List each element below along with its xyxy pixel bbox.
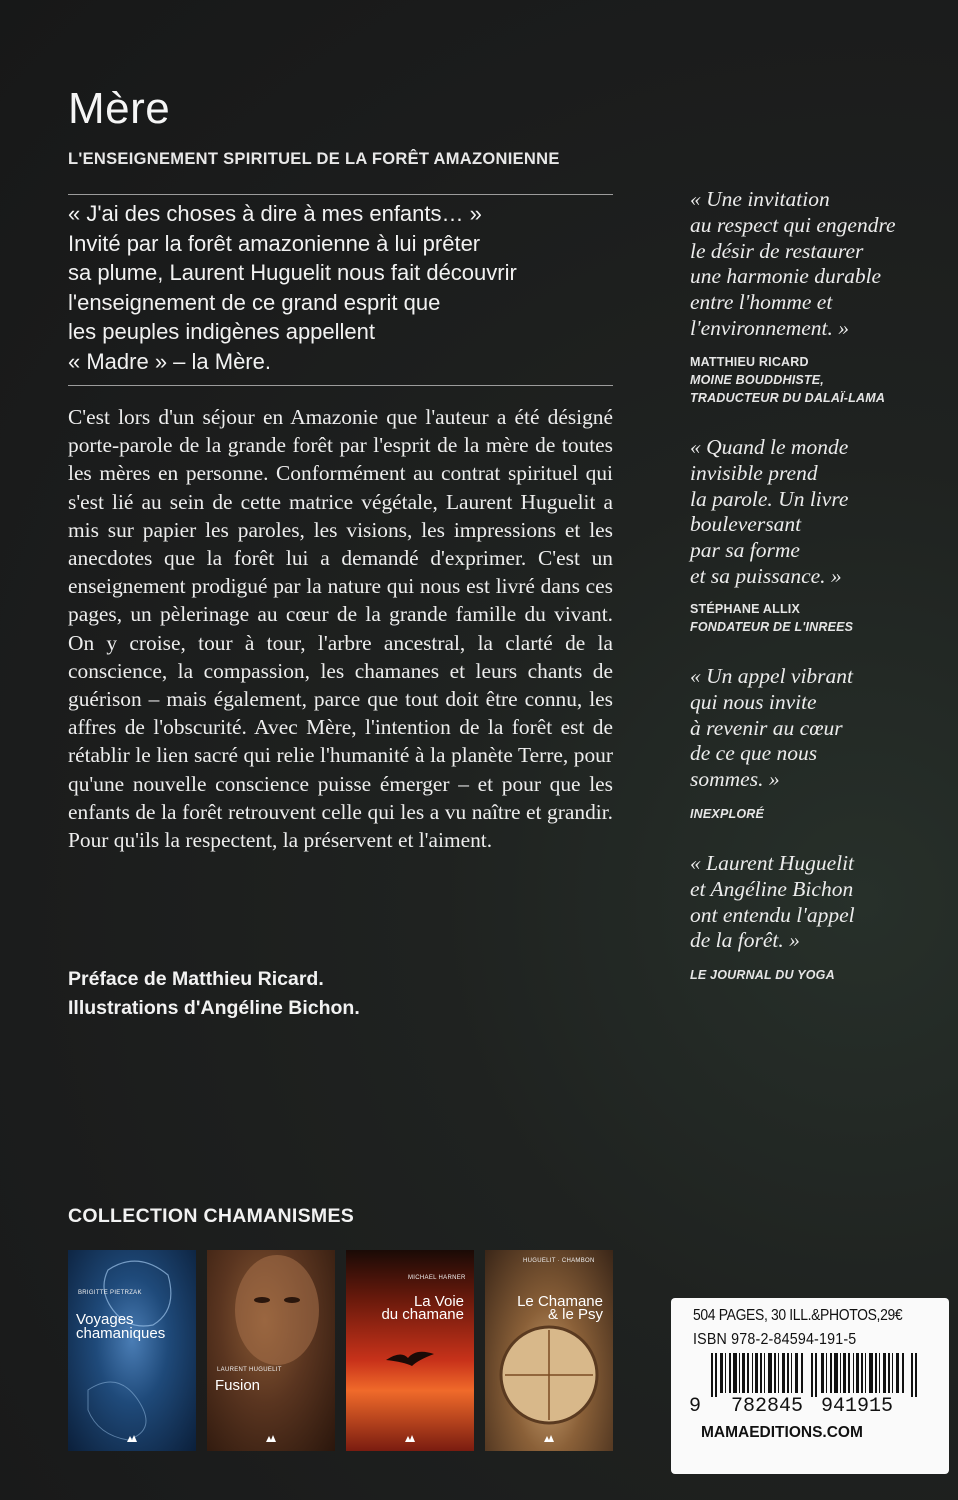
review-quote — [690, 851, 935, 954]
book-author: MICHAEL HARNER — [408, 1275, 466, 1281]
quote-line: et sa puissance. » — [690, 563, 842, 588]
quote-line: de la forêt. » — [690, 928, 800, 953]
lead-line: les peuples indigènes appellent — [68, 319, 376, 345]
book-title-line: Le Chamane — [517, 1293, 603, 1310]
book-title-line: du chamane — [381, 1306, 464, 1323]
isbn: ISBN 978-2-84594-191-5 — [693, 1331, 857, 1348]
source-name: MATTHIEU RICARD — [690, 355, 809, 369]
lead-line: sa plume, Laurent Huguelit nous fait découvrir — [68, 260, 517, 286]
quote-line: par sa forme — [690, 538, 800, 563]
divider-top — [68, 194, 613, 195]
review-quote — [690, 435, 935, 590]
publisher-logo-icon — [543, 1434, 555, 1443]
drum-illustration — [485, 1250, 613, 1451]
barcode-digit: 9 — [689, 1395, 702, 1418]
quote-line: au respect qui engendre — [690, 212, 896, 237]
lead-line: Invité par la forêt amazonienne à lui prêter — [68, 230, 481, 256]
publisher-logo-icon — [404, 1434, 416, 1443]
lead-line: l'enseignement de ce grand esprit que — [68, 289, 441, 315]
price-barcode-label — [671, 1298, 949, 1474]
book-title-line: Voyages — [76, 1311, 134, 1328]
lead-line: « J'ai des choses à dire à mes enfants… » — [68, 201, 482, 226]
quote-line: « Laurent Huguelit — [690, 851, 855, 875]
quote-line: la parole. Un livre — [690, 486, 849, 511]
review-quote — [690, 187, 935, 342]
quote-line: une harmonie durable — [690, 264, 882, 289]
source-role: TRADUCTEUR DU DALAÏ-LAMA — [690, 391, 886, 405]
book-author: LAURENT HUGUELIT — [217, 1367, 282, 1373]
barcode-digits: 941915 — [821, 1395, 894, 1418]
collection-book-cover — [207, 1250, 335, 1451]
illustrations-credit: Illustrations d'Angéline Bichon. — [68, 997, 360, 1019]
source-name: STÉPHANE ALLIX — [690, 602, 800, 616]
quote-line: « Quand le monde — [690, 435, 849, 459]
book-title-line: La Voie — [413, 1293, 464, 1310]
book-author: HUGUELIT · CHAMBON — [523, 1258, 595, 1264]
credits — [68, 965, 613, 1023]
pages-price: 504 PAGES, 30 ILL.&PHOTOS,29€ — [693, 1307, 903, 1324]
book-subtitle: L'ENSEIGNEMENT SPIRITUEL DE LA FORÊT AMAZONIENNE — [68, 150, 560, 168]
publisher-logo-icon — [126, 1434, 138, 1443]
source-role: INEXPLORÉ — [690, 807, 765, 821]
quote-line: invisible prend — [690, 460, 818, 485]
quote-line: et Angéline Bichon — [690, 876, 854, 901]
collection-book-cover — [68, 1250, 196, 1451]
quote-line: « Une invitation — [690, 187, 830, 211]
publisher-website: MAMAEDITIONS.COM — [701, 1424, 863, 1441]
review-quote — [690, 664, 935, 793]
book-title: Mère — [68, 84, 171, 133]
book-title-line: & le Psy — [547, 1306, 603, 1323]
quote-line: qui nous invite — [690, 689, 817, 714]
book-title-line: chamaniques — [76, 1325, 166, 1342]
quote-line: « Un appel vibrant — [690, 664, 854, 688]
barcode — [711, 1353, 919, 1397]
publisher-logo-icon — [265, 1434, 277, 1443]
quote-line: de ce que nous — [690, 741, 818, 766]
source-role: LE JOURNAL DU YOGA — [690, 968, 835, 982]
book-title-line: Fusion — [215, 1377, 261, 1394]
lead-paragraph — [68, 199, 613, 377]
collection-book-cover — [346, 1250, 474, 1451]
collection-title: COLLECTION CHAMANISMES — [68, 1205, 355, 1227]
quote-line: sommes. » — [690, 767, 780, 792]
source-role: FONDATEUR DE L'INREES — [690, 620, 854, 634]
bear-illustration — [68, 1250, 196, 1451]
book-author: BRIGITTE PIETRZAK — [78, 1290, 142, 1296]
barcode-digits: 782845 — [731, 1395, 804, 1418]
collection-book-cover — [485, 1250, 613, 1451]
face-illustration — [207, 1250, 335, 1451]
quote-line: le désir de restaurer — [690, 238, 864, 263]
quote-source — [690, 600, 940, 636]
lead-line: « Madre » – la Mère. — [68, 348, 271, 374]
quote-source — [690, 353, 940, 407]
preface-credit: Préface de Matthieu Ricard. — [68, 968, 324, 990]
divider-bottom — [68, 385, 613, 386]
quote-line: entre l'homme et — [690, 290, 833, 315]
quote-line: ont entendu l'appel — [690, 902, 855, 927]
source-role: MOINE BOUDDHISTE, — [690, 373, 824, 387]
quote-line: bouleversant — [690, 512, 802, 537]
quote-line: l'environnement. » — [690, 315, 850, 340]
quote-source — [690, 966, 940, 984]
quote-line: à revenir au cœur — [690, 715, 843, 740]
description-paragraph: C'est lors d'un séjour en Amazonie que l'auteur a été désigné porte-parole de la grande forêt par l'esprit de la mère de toutes les mères en personne. Conformément au contrat spirituel qui s'est lié au sein de cette matrice végétale, Laurent Huguelit a mis sur papier les paroles, les visions, les impressions et les anecdotes que la forêt lui a demandé d'exprimer. C'est un enseignement prodigué par la nature qui nous est livré dans ces pages, un pèlerinage au cœur de la grande famille du vivant. On y croise, tour à tour, l'arbre ancestral, la clarté de la conscience, la compassion, les chamanes et leurs chants de guérison – mais également, parce que tout doit être connu, les affres de l'obscurité. Avec Mère, l'intention de la forêt est de rétablir le lien sacré qui relie l'humanité à la planète Terre, pour qu'une nouvelle conscience puisse émerger – et pour que les enfants de la forêt retrouvent celle qui les a vu naître et grandir. Pour qu'ils la respectent, la préservent et l'aiment. — [68, 405, 613, 853]
quote-source — [690, 805, 940, 823]
